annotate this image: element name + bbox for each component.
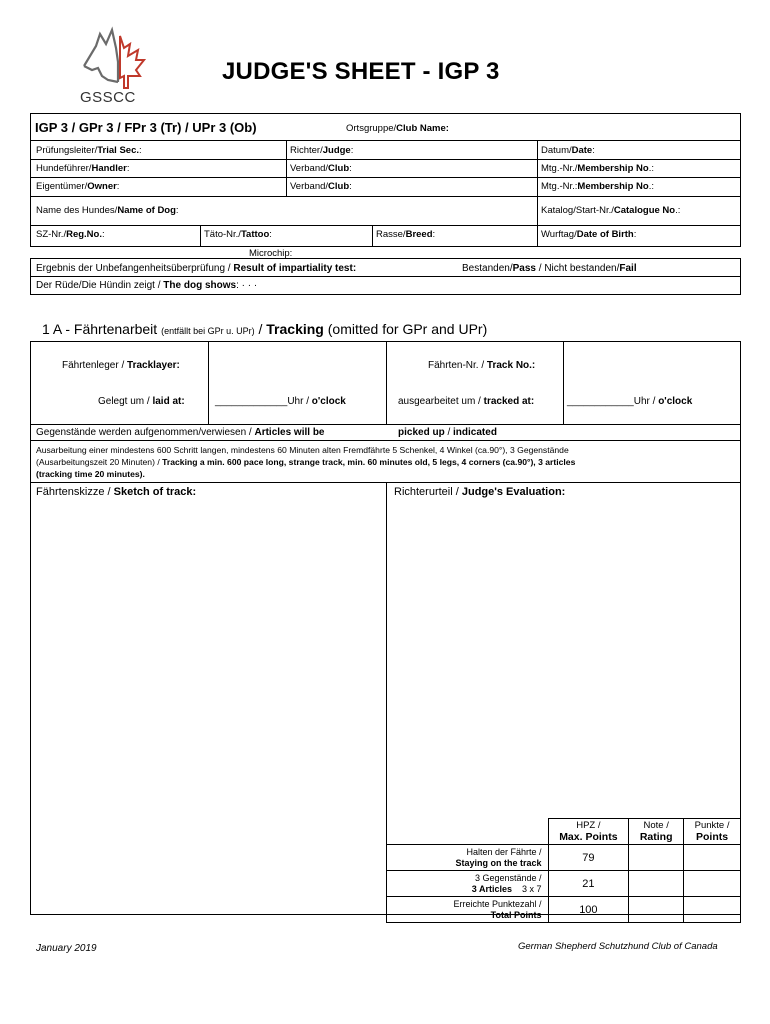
row-label: 3 Gegenstände / 3 Articles 3 x 7	[387, 871, 549, 897]
dog-name-field[interactable]: Name des Hundes/Name of Dog:	[36, 205, 179, 216]
divider	[30, 196, 741, 197]
impartiality-label: Ergebnis der Unbefangenheitsüberprüfung / Result of impartiality test:	[36, 263, 357, 274]
handler-field[interactable]: Hundeführer/Handler:	[36, 163, 130, 174]
divider	[386, 341, 387, 424]
footer-date: January 2019	[36, 943, 97, 954]
sketch-label: Fährtenskizze / Sketch of track:	[36, 486, 197, 498]
track-no-label: Fährten-Nr. / Track No.:	[428, 360, 536, 371]
row-rating-input[interactable]	[629, 897, 684, 923]
owner-field[interactable]: Eigentümer/Owner:	[36, 181, 120, 192]
date-field[interactable]: Datum/Date:	[541, 145, 595, 156]
row-rating-input[interactable]	[629, 845, 684, 871]
col-rating-header: Note / Rating	[629, 819, 684, 845]
divider	[30, 276, 741, 277]
articles-options[interactable]: picked up / indicated	[398, 427, 497, 438]
breed-field[interactable]: Rasse/Breed:	[376, 229, 436, 240]
divider	[30, 225, 741, 226]
microchip-field[interactable]: Microchip:	[249, 248, 293, 259]
table-row	[387, 897, 741, 923]
judge-field[interactable]: Richter/Judge:	[290, 145, 354, 156]
laid-at-field[interactable]: _____________Uhr / o'clock	[215, 396, 346, 407]
tracklayer-label: Fährtenleger / Tracklayer:	[62, 360, 180, 371]
row-label: Halten der Fährte / Staying on the track	[387, 845, 549, 871]
col-max-header: HPZ / Max. Points	[548, 819, 629, 845]
evaluation-label: Richterurteil / Judge's Evaluation:	[394, 486, 566, 498]
sketch-area[interactable]	[31, 502, 385, 914]
row-points-input[interactable]	[684, 897, 741, 923]
reg-no-field[interactable]: SZ-Nr./Reg.No.:	[36, 229, 105, 240]
gsscc-logo	[78, 26, 160, 106]
owner-membership-field[interactable]: Mtg.-Nr.:Membership No.:	[541, 181, 654, 192]
divider	[200, 225, 201, 247]
row-max: 21	[548, 871, 629, 897]
divider	[372, 225, 373, 247]
description-line-2: (Ausarbeitungszeit 20 Minuten) / Tracking a min. 600 pace long, strange track, min. 60 minutes old, 5 legs, 4 corners (ca.90°), 3 articles	[36, 457, 576, 467]
evaluation-area[interactable]	[387, 502, 740, 816]
footer-org: German Shepherd Schutzhund Club of Canada	[518, 941, 718, 952]
divider	[286, 140, 287, 196]
dob-field[interactable]: Wurftag/Date of Birth:	[541, 229, 637, 240]
laid-at-label: Gelegt um / laid at:	[98, 396, 185, 407]
section-heading: 1 A - Fährtenarbeit (entfällt bei GPr u. UPr) / Tracking (omitted for GPr and UPr)	[42, 321, 488, 337]
divider	[30, 177, 741, 178]
divider	[30, 424, 741, 425]
divider	[208, 341, 209, 424]
owner-club-field[interactable]: Verband/Club:	[290, 181, 352, 192]
row-points-input[interactable]	[684, 871, 741, 897]
divider	[537, 140, 538, 196]
logo-text: GSSCC	[80, 89, 136, 106]
impartiality-result[interactable]: Bestanden/Pass / Nicht bestanden/Fail	[462, 263, 637, 274]
program-heading: IGP 3 / GPr 3 / FPr 3 (Tr) / UPr 3 (Ob)	[35, 120, 257, 135]
score-corner	[387, 819, 549, 845]
tracked-at-field[interactable]: ____________Uhr / o'clock	[567, 396, 693, 407]
tracked-at-label: ausgearbeitet um / tracked at:	[398, 396, 535, 407]
trial-sec-field[interactable]: Prüfungsleiter/Trial Sec.:	[36, 145, 142, 156]
row-max: 79	[548, 845, 629, 871]
club-name-label: Ortsgruppe/Club Name:	[346, 123, 449, 134]
table-row	[387, 871, 741, 897]
row-label: Erreichte Punktezahl / Total Points	[387, 897, 549, 923]
handler-club-field[interactable]: Verband/Club:	[290, 163, 352, 174]
handler-membership-field[interactable]: Mtg.-Nr./Membership No.:	[541, 163, 654, 174]
divider	[30, 159, 741, 160]
divider	[30, 440, 741, 441]
row-rating-input[interactable]	[629, 871, 684, 897]
page-title: JUDGE'S SHEET - IGP 3	[222, 58, 500, 85]
col-points-header: Punkte / Points	[684, 819, 741, 845]
dog-shows-field[interactable]: Der Rüde/Die Hündin zeigt / The dog shows: · · ·	[36, 280, 258, 291]
tattoo-field[interactable]: Täto-Nr./Tattoo:	[204, 229, 272, 240]
divider	[563, 341, 564, 424]
table-row	[387, 845, 741, 871]
divider	[30, 140, 741, 141]
divider	[537, 196, 538, 247]
description-line-1: Ausarbeitung einer mindestens 600 Schritt langen, mindestens 60 Minuten alten Fremdfährte 5 Schenkel, 4 Winkel (ca.90°), 3 Gegenstände	[36, 445, 569, 455]
articles-line: Gegenstände werden aufgenommen/verwiesen / Articles will be	[36, 427, 325, 438]
row-max: 100	[548, 897, 629, 923]
row-points-input[interactable]	[684, 845, 741, 871]
description-line-3: (tracking time 20 minutes).	[36, 469, 145, 479]
catalogue-field[interactable]: Katalog/Start-Nr./Catalogue No.:	[541, 205, 681, 216]
score-table	[386, 818, 741, 923]
